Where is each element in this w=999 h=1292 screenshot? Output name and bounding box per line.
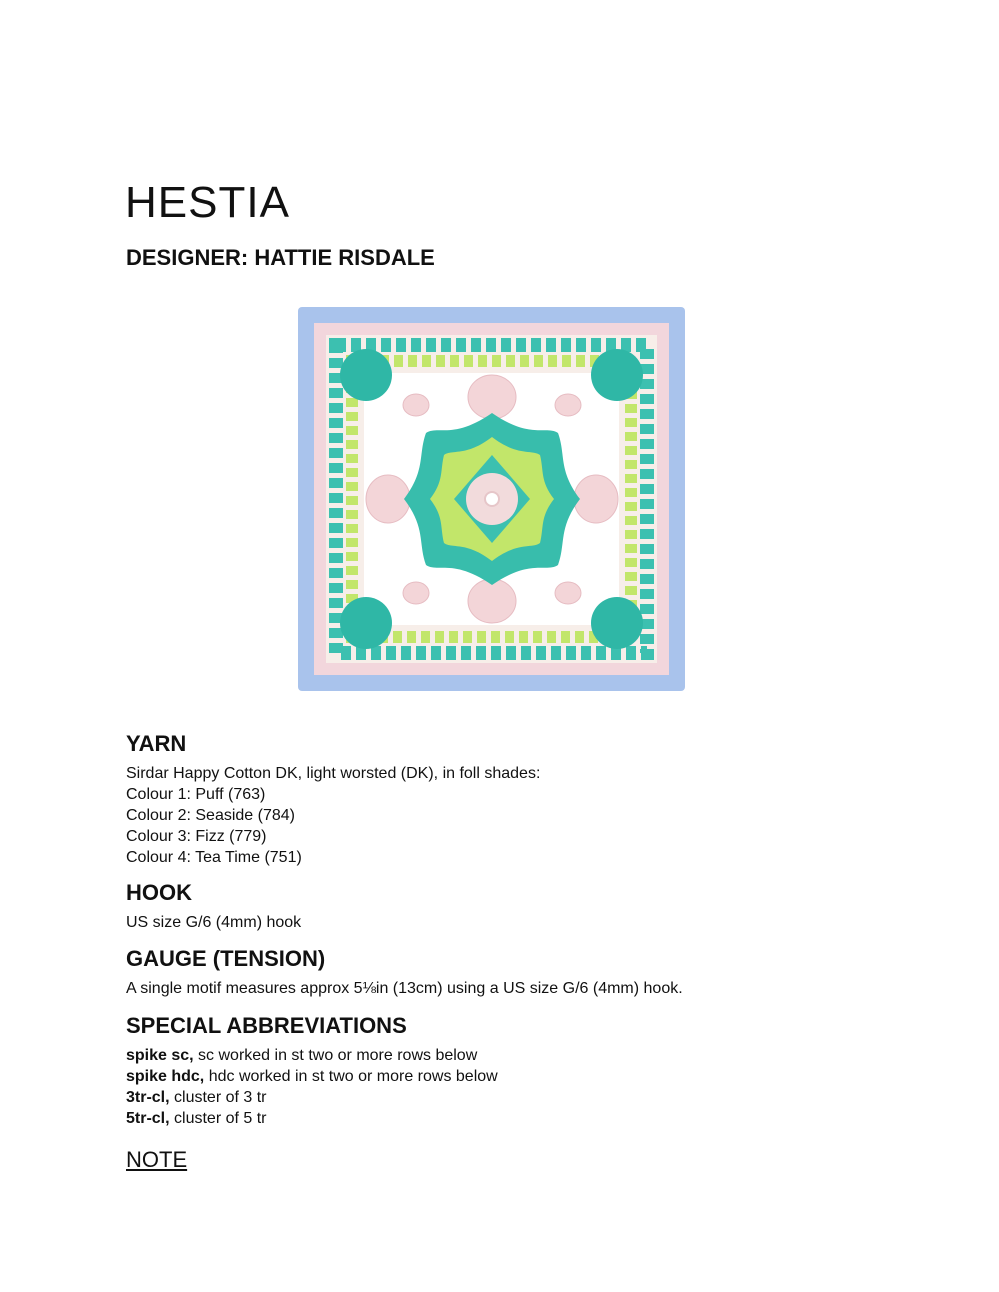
yarn-line: Colour 4: Tea Time (751) — [126, 849, 302, 866]
abbreviation-desc: sc worked in st two or more rows below — [193, 1047, 478, 1064]
abbreviation-desc: cluster of 3 tr — [169, 1089, 267, 1106]
hook-text: US size G/6 (4mm) hook — [126, 914, 302, 931]
pattern-title: HESTIA — [125, 178, 290, 227]
yarn-section — [126, 731, 540, 868]
abbreviations-section — [126, 1013, 498, 1129]
abbreviation-term: 5tr-cl, — [126, 1110, 170, 1127]
yarn-heading: YARN — [126, 731, 187, 756]
abbreviation-item — [126, 1087, 498, 1108]
gauge-text: A single motif measures approx 5⅛in (13cm) using a US size G/6 (4mm) hook. — [126, 980, 683, 997]
abbreviation-item — [126, 1066, 498, 1087]
note-heading: NOTE — [126, 1147, 188, 1172]
motif-center-hole — [485, 492, 499, 506]
abbreviations-heading: SPECIAL ABBREVIATIONS — [126, 1013, 407, 1038]
abbreviation-term: spike hdc, — [126, 1068, 205, 1085]
granny-square-photo — [296, 305, 687, 693]
abbreviation-term: 3tr-cl, — [126, 1089, 170, 1106]
gauge-section — [126, 946, 683, 999]
yarn-line: Colour 3: Fizz (779) — [126, 828, 267, 845]
abbreviation-item — [126, 1108, 498, 1129]
hook-section — [126, 880, 301, 933]
abbreviation-desc: hdc worked in st two or more rows below — [204, 1068, 498, 1085]
abbreviation-term: spike sc, — [126, 1047, 194, 1064]
gauge-heading: GAUGE (TENSION) — [126, 946, 326, 971]
designer-credit: DESIGNER: HATTIE RISDALE — [126, 245, 435, 270]
abbreviation-item — [126, 1045, 498, 1066]
yarn-line: Sirdar Happy Cotton DK, light worsted (DK), in foll shades: — [126, 765, 541, 782]
yarn-line: Colour 1: Puff (763) — [126, 786, 266, 803]
yarn-line: Colour 2: Seaside (784) — [126, 807, 295, 824]
hook-heading: HOOK — [126, 880, 192, 905]
abbreviation-desc: cluster of 5 tr — [169, 1110, 267, 1127]
